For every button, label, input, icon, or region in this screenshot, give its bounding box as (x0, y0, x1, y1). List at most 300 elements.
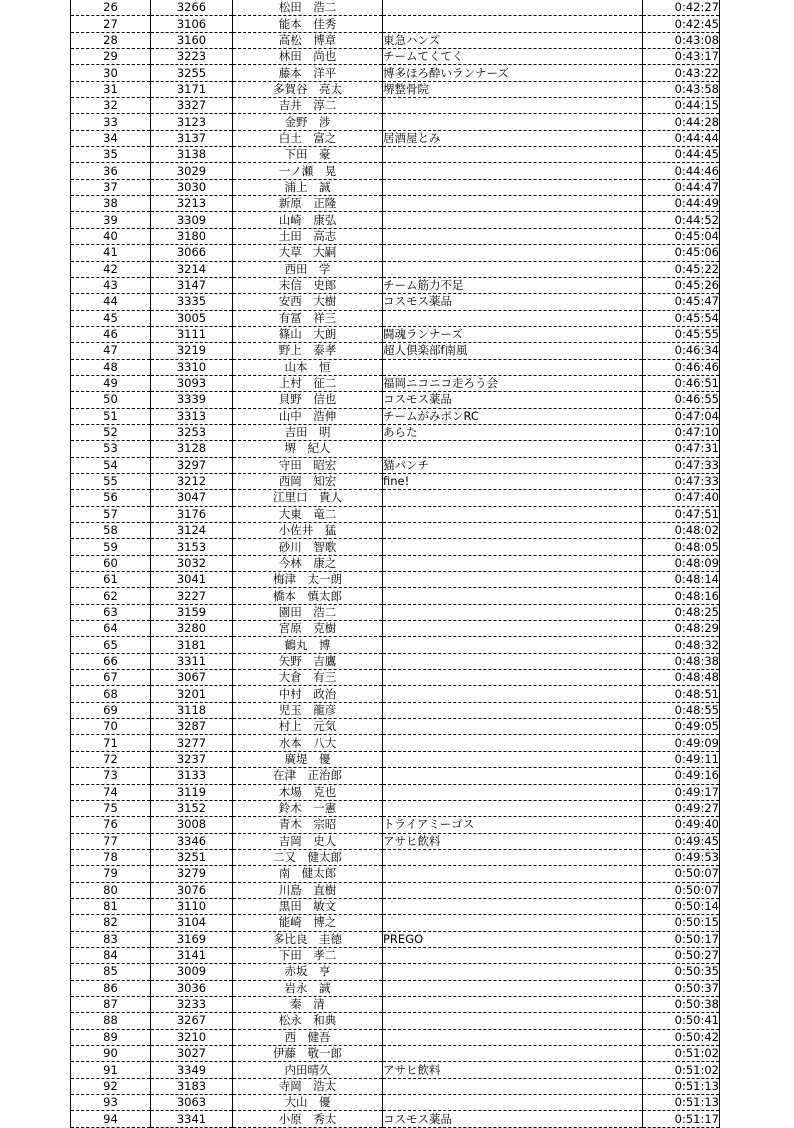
rank-cell: 72 (71, 751, 151, 767)
time-cell: 0:50:17 (643, 931, 720, 947)
name-cell: 村上 元気 (233, 719, 383, 735)
rank-cell: 55 (71, 473, 151, 489)
time-cell: 0:45:26 (643, 277, 720, 293)
name-cell: 小原 秀太 (233, 1111, 383, 1127)
name-cell: 水本 八大 (233, 735, 383, 751)
table-row (71, 572, 720, 588)
name-cell: 新原 正隆 (233, 196, 383, 212)
table-row (71, 49, 720, 65)
rank-cell: 29 (71, 49, 151, 65)
bib-cell: 3180 (151, 228, 233, 244)
rank-cell: 38 (71, 196, 151, 212)
name-cell: 大東 竜二 (233, 506, 383, 522)
rank-cell: 88 (71, 1013, 151, 1029)
bib-cell: 3133 (151, 768, 233, 784)
team-cell (383, 179, 643, 195)
name-cell: 秦 清 (233, 996, 383, 1012)
name-cell: 今林 康之 (233, 555, 383, 571)
table-row (71, 65, 720, 81)
team-cell: コスモス薬品 (383, 392, 643, 408)
bib-cell: 3349 (151, 1062, 233, 1078)
rank-cell: 49 (71, 375, 151, 391)
table-row (71, 866, 720, 882)
table-row (71, 1111, 720, 1127)
time-cell: 0:49:45 (643, 833, 720, 849)
time-cell: 0:51:02 (643, 1046, 720, 1062)
name-cell: 浦上 誠 (233, 179, 383, 195)
rank-cell: 53 (71, 441, 151, 457)
rank-cell: 86 (71, 980, 151, 996)
time-cell: 0:48:05 (643, 539, 720, 555)
rank-cell: 58 (71, 523, 151, 539)
table-row (71, 490, 720, 506)
team-cell (383, 1029, 643, 1045)
bib-cell: 3227 (151, 588, 233, 604)
name-cell: 木場 克也 (233, 784, 383, 800)
time-cell: 0:49:05 (643, 719, 720, 735)
team-cell (383, 98, 643, 114)
name-cell: 大倉 有三 (233, 670, 383, 686)
team-cell (383, 228, 643, 244)
table-row (71, 212, 720, 228)
bib-cell: 3032 (151, 555, 233, 571)
name-cell: 鶴丸 博 (233, 637, 383, 653)
table-row (71, 751, 720, 767)
rank-cell: 27 (71, 16, 151, 32)
bib-cell: 3176 (151, 506, 233, 522)
table-row (71, 1078, 720, 1094)
table-row (71, 326, 720, 342)
team-cell (383, 800, 643, 816)
name-cell: 吉井 淳二 (233, 98, 383, 114)
name-cell: 下田 孝二 (233, 947, 383, 963)
name-cell: 青木 宗昭 (233, 817, 383, 833)
time-cell: 0:44:44 (643, 130, 720, 146)
rank-cell: 77 (71, 833, 151, 849)
rank-cell: 51 (71, 408, 151, 424)
name-cell: 伊藤 敬一郎 (233, 1046, 383, 1062)
bib-cell: 3346 (151, 833, 233, 849)
team-cell (383, 245, 643, 261)
table-row (71, 179, 720, 195)
team-cell (383, 506, 643, 522)
time-cell: 0:50:07 (643, 882, 720, 898)
name-cell: 二又 健太郎 (233, 849, 383, 865)
name-cell: 松永 和典 (233, 1013, 383, 1029)
rank-cell: 28 (71, 32, 151, 48)
time-cell: 0:48:38 (643, 653, 720, 669)
team-cell (383, 996, 643, 1012)
name-cell: 内田晴久 (233, 1062, 383, 1078)
name-cell: 貝野 信也 (233, 392, 383, 408)
bib-cell: 3310 (151, 359, 233, 375)
time-cell: 0:50:07 (643, 866, 720, 882)
team-cell (383, 114, 643, 130)
name-cell: 高松 博章 (233, 32, 383, 48)
rank-cell: 74 (71, 784, 151, 800)
time-cell: 0:42:27 (643, 0, 720, 16)
rank-cell: 47 (71, 343, 151, 359)
time-cell: 0:49:16 (643, 768, 720, 784)
bib-cell: 3253 (151, 424, 233, 440)
team-cell (383, 670, 643, 686)
table-row (71, 931, 720, 947)
team-cell (383, 441, 643, 457)
name-cell: 鈴木 一憲 (233, 800, 383, 816)
bib-cell: 3210 (151, 1029, 233, 1045)
rank-cell: 89 (71, 1029, 151, 1045)
name-cell: 砂川 智歌 (233, 539, 383, 555)
table-row (71, 653, 720, 669)
name-cell: 寺岡 浩太 (233, 1078, 383, 1094)
name-cell: 末信 史郎 (233, 277, 383, 293)
bib-cell: 3153 (151, 539, 233, 555)
rank-cell: 62 (71, 588, 151, 604)
time-cell: 0:45:47 (643, 294, 720, 310)
team-cell: 福岡ニコニコ走ろう会 (383, 375, 643, 391)
time-cell: 0:47:33 (643, 473, 720, 489)
bib-cell: 3212 (151, 473, 233, 489)
table-row (71, 196, 720, 212)
table-row (71, 130, 720, 146)
bib-cell: 3341 (151, 1111, 233, 1127)
rank-cell: 82 (71, 915, 151, 931)
name-cell: 林田 尚也 (233, 49, 383, 65)
rank-cell: 61 (71, 572, 151, 588)
time-cell: 0:48:55 (643, 702, 720, 718)
rank-cell: 60 (71, 555, 151, 571)
table-row (71, 817, 720, 833)
rank-cell: 42 (71, 261, 151, 277)
bib-cell: 3076 (151, 882, 233, 898)
name-cell: 園田 浩二 (233, 604, 383, 620)
time-cell: 0:45:55 (643, 326, 720, 342)
team-cell: コスモス薬品 (383, 294, 643, 310)
results-table (70, 0, 720, 1128)
time-cell: 0:49:09 (643, 735, 720, 751)
name-cell: 赤坂 亨 (233, 964, 383, 980)
table-row (71, 457, 720, 473)
team-cell: チームてくてく (383, 49, 643, 65)
time-cell: 0:43:08 (643, 32, 720, 48)
rank-cell: 90 (71, 1046, 151, 1062)
team-cell (383, 359, 643, 375)
table-row (71, 343, 720, 359)
team-cell (383, 1046, 643, 1062)
table-row (71, 1029, 720, 1045)
team-cell (383, 735, 643, 751)
bib-cell: 3311 (151, 653, 233, 669)
rank-cell: 54 (71, 457, 151, 473)
bib-cell: 3030 (151, 179, 233, 195)
bib-cell: 3152 (151, 800, 233, 816)
team-cell: トライアミーゴス (383, 817, 643, 833)
team-cell (383, 555, 643, 571)
name-cell: 多賀谷 亮太 (233, 81, 383, 97)
bib-cell: 3128 (151, 441, 233, 457)
team-cell: 猫パンチ (383, 457, 643, 473)
table-row (71, 81, 720, 97)
team-cell (383, 784, 643, 800)
time-cell: 0:44:45 (643, 147, 720, 163)
table-row (71, 1046, 720, 1062)
table-row (71, 359, 720, 375)
team-cell (383, 588, 643, 604)
table-row (71, 473, 720, 489)
name-cell: 吉田 明 (233, 424, 383, 440)
time-cell: 0:48:51 (643, 686, 720, 702)
bib-cell: 3041 (151, 572, 233, 588)
table-row (71, 784, 720, 800)
team-cell (383, 621, 643, 637)
bib-cell: 3183 (151, 1078, 233, 1094)
time-cell: 0:46:46 (643, 359, 720, 375)
table-row (71, 882, 720, 898)
bib-cell: 3223 (151, 49, 233, 65)
bib-cell: 3137 (151, 130, 233, 146)
time-cell: 0:48:29 (643, 621, 720, 637)
time-cell: 0:50:38 (643, 996, 720, 1012)
bib-cell: 3251 (151, 849, 233, 865)
rank-cell: 91 (71, 1062, 151, 1078)
team-cell: チーム筋力不足 (383, 277, 643, 293)
team-cell (383, 604, 643, 620)
time-cell: 0:46:51 (643, 375, 720, 391)
bib-cell: 3279 (151, 866, 233, 882)
rank-cell: 85 (71, 964, 151, 980)
team-cell: あらた (383, 424, 643, 440)
bib-cell: 3104 (151, 915, 233, 931)
name-cell: 黒田 敏文 (233, 898, 383, 914)
team-cell (383, 196, 643, 212)
rank-cell: 67 (71, 670, 151, 686)
time-cell: 0:46:34 (643, 343, 720, 359)
team-cell (383, 1013, 643, 1029)
team-cell (383, 539, 643, 555)
name-cell: 能本 佳秀 (233, 16, 383, 32)
time-cell: 0:43:17 (643, 49, 720, 65)
table-row (71, 163, 720, 179)
team-cell: 東急ハンズ (383, 32, 643, 48)
time-cell: 0:49:11 (643, 751, 720, 767)
rank-cell: 44 (71, 294, 151, 310)
name-cell: 橋本 慎太郎 (233, 588, 383, 604)
table-row (71, 621, 720, 637)
team-cell: 超人倶楽部f南風 (383, 343, 643, 359)
rank-cell: 69 (71, 702, 151, 718)
bib-cell: 3141 (151, 947, 233, 963)
table-row (71, 1095, 720, 1111)
rank-cell: 41 (71, 245, 151, 261)
rank-cell: 76 (71, 817, 151, 833)
bib-cell: 3138 (151, 147, 233, 163)
team-cell (383, 16, 643, 32)
name-cell: 西岡 知宏 (233, 473, 383, 489)
time-cell: 0:47:04 (643, 408, 720, 424)
rank-cell: 65 (71, 637, 151, 653)
team-cell (383, 572, 643, 588)
bib-cell: 3029 (151, 163, 233, 179)
bib-cell: 3119 (151, 784, 233, 800)
rank-cell: 75 (71, 800, 151, 816)
rank-cell: 52 (71, 424, 151, 440)
time-cell: 0:42:45 (643, 16, 720, 32)
bib-cell: 3047 (151, 490, 233, 506)
team-cell (383, 1078, 643, 1094)
bib-cell: 3160 (151, 32, 233, 48)
team-cell: PREGO (383, 931, 643, 947)
table-row (71, 604, 720, 620)
bib-cell: 3309 (151, 212, 233, 228)
time-cell: 0:48:32 (643, 637, 720, 653)
time-cell: 0:45:04 (643, 228, 720, 244)
name-cell: 江里口 貴人 (233, 490, 383, 506)
bib-cell: 3063 (151, 1095, 233, 1111)
name-cell: 南 健太郎 (233, 866, 383, 882)
bib-cell: 3009 (151, 964, 233, 980)
time-cell: 0:47:40 (643, 490, 720, 506)
bib-cell: 3008 (151, 817, 233, 833)
team-cell (383, 702, 643, 718)
bib-cell: 3267 (151, 1013, 233, 1029)
team-cell: 堺整骨院 (383, 81, 643, 97)
team-cell: チームがみポンRC (383, 408, 643, 424)
table-row (71, 555, 720, 571)
bib-cell: 3255 (151, 65, 233, 81)
table-row (71, 228, 720, 244)
time-cell: 0:44:47 (643, 179, 720, 195)
bib-cell: 3287 (151, 719, 233, 735)
time-cell: 0:46:55 (643, 392, 720, 408)
team-cell (383, 947, 643, 963)
name-cell: 宮原 克樹 (233, 621, 383, 637)
name-cell: 山本 恒 (233, 359, 383, 375)
team-cell: fine! (383, 473, 643, 489)
table-row (71, 980, 720, 996)
name-cell: 矢野 吉鷹 (233, 653, 383, 669)
table-row (71, 147, 720, 163)
name-cell: 上村 征二 (233, 375, 383, 391)
name-cell: 土田 高志 (233, 228, 383, 244)
time-cell: 0:51:13 (643, 1095, 720, 1111)
bib-cell: 3169 (151, 931, 233, 947)
time-cell: 0:47:31 (643, 441, 720, 457)
rank-cell: 83 (71, 931, 151, 947)
time-cell: 0:47:51 (643, 506, 720, 522)
bib-cell: 3213 (151, 196, 233, 212)
rank-cell: 31 (71, 81, 151, 97)
table-row (71, 719, 720, 735)
rank-cell: 68 (71, 686, 151, 702)
rank-cell: 92 (71, 1078, 151, 1094)
table-row (71, 506, 720, 522)
time-cell: 0:48:48 (643, 670, 720, 686)
rank-cell: 71 (71, 735, 151, 751)
name-cell: 山中 浩伸 (233, 408, 383, 424)
team-cell (383, 964, 643, 980)
name-cell: 一ノ瀬 晃 (233, 163, 383, 179)
name-cell: 堺 紀人 (233, 441, 383, 457)
bib-cell: 3297 (151, 457, 233, 473)
time-cell: 0:50:14 (643, 898, 720, 914)
bib-cell: 3110 (151, 898, 233, 914)
name-cell: 山崎 康弘 (233, 212, 383, 228)
table-row (71, 849, 720, 865)
time-cell: 0:50:42 (643, 1029, 720, 1045)
time-cell: 0:48:09 (643, 555, 720, 571)
team-cell (383, 147, 643, 163)
bib-cell: 3277 (151, 735, 233, 751)
bib-cell: 3171 (151, 81, 233, 97)
bib-cell: 3005 (151, 310, 233, 326)
table-row (71, 1013, 720, 1029)
bib-cell: 3066 (151, 245, 233, 261)
time-cell: 0:51:02 (643, 1062, 720, 1078)
rank-cell: 81 (71, 898, 151, 914)
table-row (71, 310, 720, 326)
name-cell: 中村 政治 (233, 686, 383, 702)
bib-cell: 3327 (151, 98, 233, 114)
name-cell: 多比良 圭徳 (233, 931, 383, 947)
bib-cell: 3147 (151, 277, 233, 293)
table-row (71, 898, 720, 914)
table-row (71, 996, 720, 1012)
rank-cell: 79 (71, 866, 151, 882)
name-cell: 梅津 太一朗 (233, 572, 383, 588)
bib-cell: 3214 (151, 261, 233, 277)
table-row (71, 392, 720, 408)
bib-cell: 3118 (151, 702, 233, 718)
time-cell: 0:44:28 (643, 114, 720, 130)
bib-cell: 3266 (151, 0, 233, 16)
time-cell: 0:47:10 (643, 424, 720, 440)
table-row (71, 539, 720, 555)
team-cell (383, 768, 643, 784)
team-cell (383, 212, 643, 228)
table-row (71, 32, 720, 48)
name-cell: 下田 豪 (233, 147, 383, 163)
bib-cell: 3280 (151, 621, 233, 637)
table-row (71, 16, 720, 32)
name-cell: 廣堤 優 (233, 751, 383, 767)
time-cell: 0:49:53 (643, 849, 720, 865)
time-cell: 0:51:13 (643, 1078, 720, 1094)
table-row (71, 686, 720, 702)
name-cell: 児玉 龍彦 (233, 702, 383, 718)
team-cell: アサヒ飲料 (383, 1062, 643, 1078)
time-cell: 0:44:52 (643, 212, 720, 228)
bib-cell: 3313 (151, 408, 233, 424)
time-cell: 0:45:06 (643, 245, 720, 261)
bib-cell: 3106 (151, 16, 233, 32)
rank-cell: 32 (71, 98, 151, 114)
bib-cell: 3027 (151, 1046, 233, 1062)
bib-cell: 3036 (151, 980, 233, 996)
table-row (71, 375, 720, 391)
time-cell: 0:50:41 (643, 1013, 720, 1029)
team-cell (383, 898, 643, 914)
time-cell: 0:44:15 (643, 98, 720, 114)
name-cell: 守田 昭宏 (233, 457, 383, 473)
bib-cell: 3181 (151, 637, 233, 653)
team-cell: 居酒屋とみ (383, 130, 643, 146)
name-cell: 小佐井 猛 (233, 523, 383, 539)
team-cell (383, 490, 643, 506)
table-row (71, 0, 720, 16)
rank-cell: 57 (71, 506, 151, 522)
bib-cell: 3219 (151, 343, 233, 359)
bib-cell: 3233 (151, 996, 233, 1012)
